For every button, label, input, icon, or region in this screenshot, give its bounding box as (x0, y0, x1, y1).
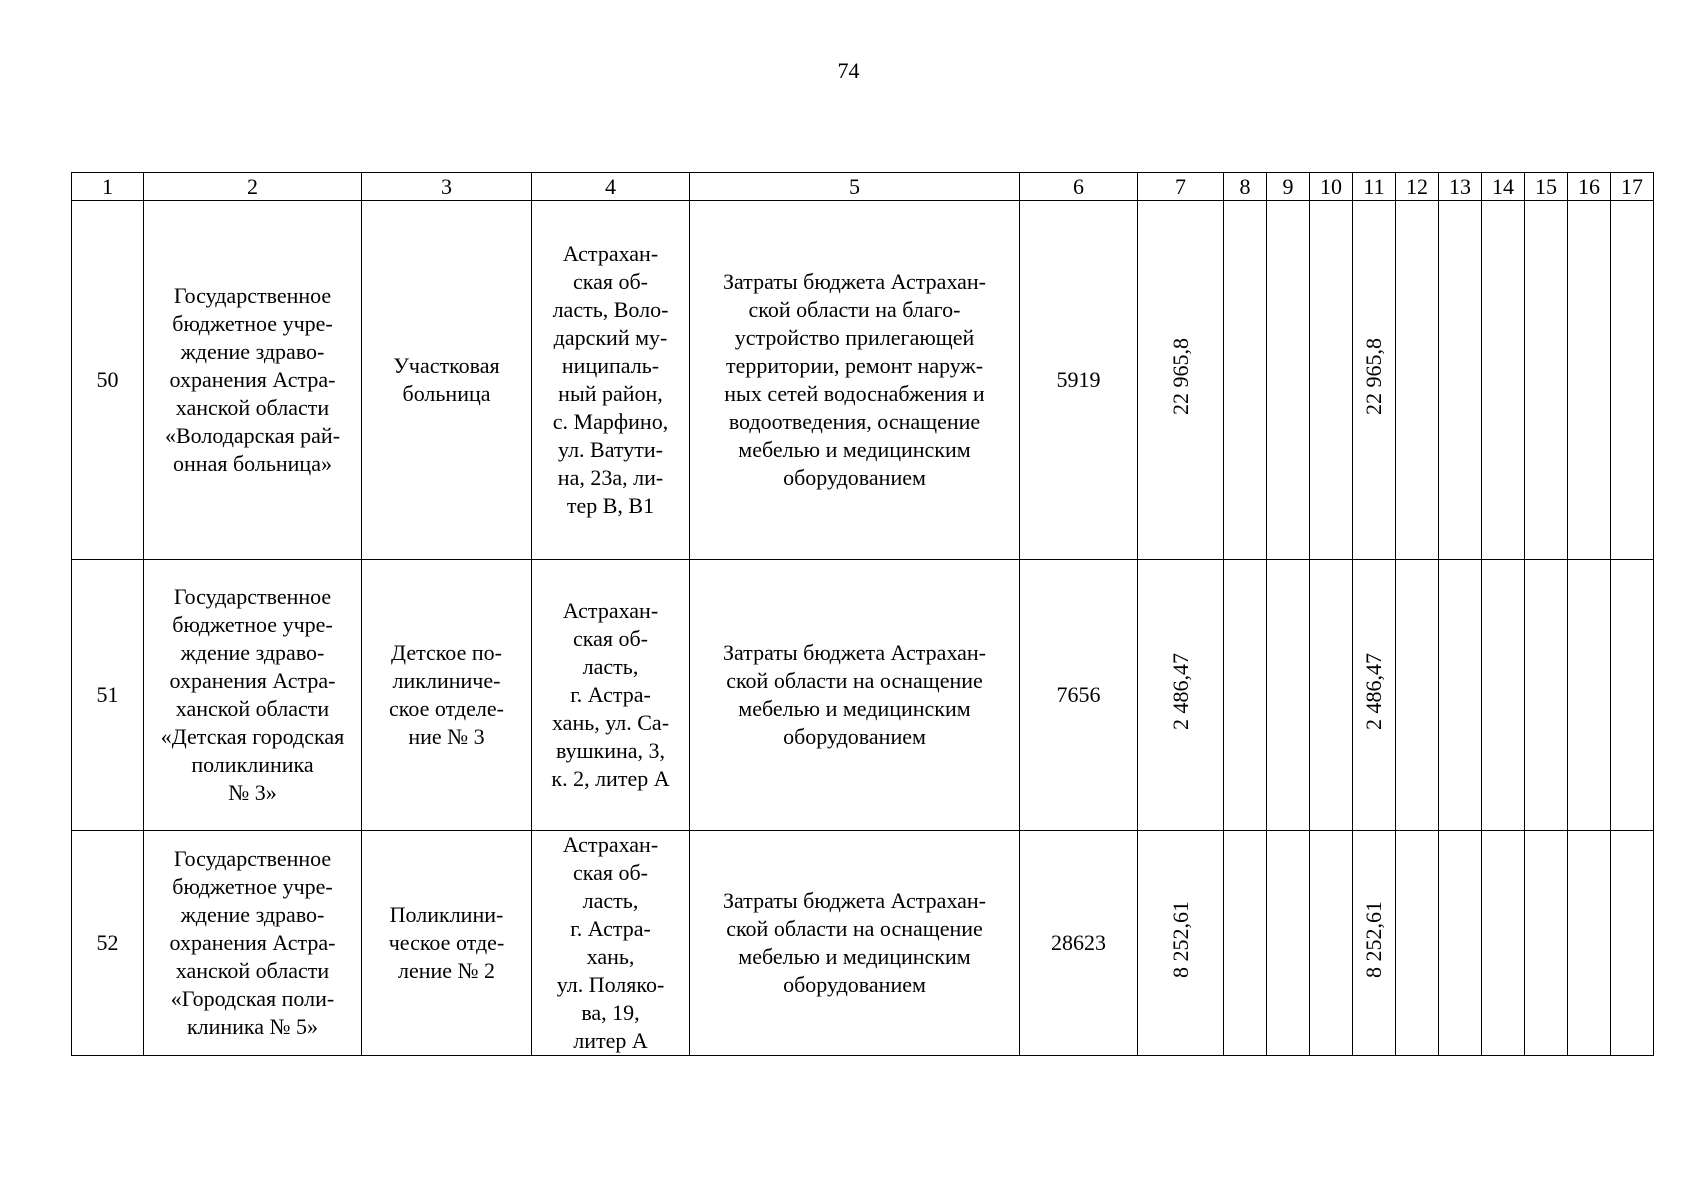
empty-cell (1482, 201, 1525, 560)
column-header: 16 (1568, 173, 1611, 201)
column-header: 2 (144, 173, 362, 201)
object-text: Детское по- ликлиниче- ское отделе- ние № 3 (389, 640, 504, 749)
empty-cell (1439, 831, 1482, 1056)
object-cell (362, 831, 532, 1056)
col6-value: 7656 (1020, 560, 1138, 831)
col7-value: 22 965,8 (1167, 338, 1193, 415)
empty-cell (1310, 831, 1353, 1056)
empty-cell (1310, 201, 1353, 560)
address-text: Астрахан- ская об- ласть, г. Астра- хань, ул. Са- вушкина, 3, к. 2, литер А (551, 598, 670, 791)
column-header: 5 (690, 173, 1020, 201)
description-text: Затраты бюджета Астрахан- ской области на оснащение мебелью и медицинским оборудованием (722, 888, 987, 997)
col11-cell (1353, 560, 1396, 831)
column-header: 17 (1611, 173, 1654, 201)
empty-cell (1525, 560, 1568, 831)
column-header: 11 (1353, 173, 1396, 201)
empty-cell (1267, 201, 1310, 560)
empty-cell (1439, 201, 1482, 560)
empty-cell (1525, 831, 1568, 1056)
col11-value: 22 965,8 (1361, 338, 1386, 415)
empty-cell (1396, 201, 1439, 560)
address-cell (532, 201, 690, 560)
col11-cell (1353, 831, 1396, 1056)
empty-cell (1439, 560, 1482, 831)
institution-text: Государственное бюджетное учре- ждение здраво- охранения Астра- ханской области «Городская поли- клиника № 5» (169, 846, 336, 1039)
table-row (72, 560, 1654, 831)
institution-text: Государственное бюджетное учре- ждение здраво- охранения Астра- ханской области «Детская городская поликлиника № 3» (160, 584, 345, 805)
column-header: 6 (1020, 173, 1138, 201)
col6-value: 28623 (1020, 831, 1138, 1056)
address-cell (532, 831, 690, 1056)
col11-cell (1353, 201, 1396, 560)
object-text: Участковая больница (393, 353, 500, 406)
empty-cell (1224, 201, 1267, 560)
empty-cell (1611, 201, 1654, 560)
object-cell (362, 560, 532, 831)
empty-cell (1396, 560, 1439, 831)
empty-cell (1482, 560, 1525, 831)
col11-value: 8 252,61 (1361, 901, 1386, 978)
description-text: Затраты бюджета Астрахан- ской области на оснащение мебелью и медицинским оборудованием (722, 640, 987, 749)
address-text: Астрахан- ская об- ласть, Воло- дарский му- ниципаль- ный район, с. Марфино, ул. Ватути- на, 23а, ли- тер В, В1 (552, 241, 669, 518)
row-number: 51 (72, 560, 144, 831)
empty-cell (1224, 831, 1267, 1056)
table-header-row (72, 173, 1654, 201)
column-header: 7 (1138, 173, 1224, 201)
object-text: Поликлини- ческое отде- ление № 2 (388, 902, 505, 983)
address-cell (532, 560, 690, 831)
column-header: 9 (1267, 173, 1310, 201)
empty-cell (1568, 201, 1611, 560)
object-cell (362, 201, 532, 560)
column-header: 12 (1396, 173, 1439, 201)
empty-cell (1525, 201, 1568, 560)
empty-cell (1396, 831, 1439, 1056)
empty-cell (1568, 560, 1611, 831)
empty-cell (1568, 831, 1611, 1056)
description-cell (690, 560, 1020, 831)
institution-cell (144, 201, 362, 560)
description-cell (690, 201, 1020, 560)
description-text: Затраты бюджета Астрахан- ской области на благо- устройство прилегающей территории, ремонт наруж- ных сетей водоснабжения и водоотведения, оснащение мебелью и медицинским оборудованием (722, 269, 987, 490)
col7-cell (1138, 831, 1224, 1056)
data-table (71, 172, 1654, 1056)
table-row (72, 831, 1654, 1056)
col11-value: 2 486,47 (1361, 653, 1386, 730)
column-header: 14 (1482, 173, 1525, 201)
col7-cell (1138, 201, 1224, 560)
institution-cell (144, 560, 362, 831)
row-number: 52 (72, 831, 144, 1056)
col6-value: 5919 (1020, 201, 1138, 560)
column-header: 10 (1310, 173, 1353, 201)
column-header: 13 (1439, 173, 1482, 201)
column-header: 1 (72, 173, 144, 201)
institution-text: Государственное бюджетное учре- ждение здраво- охранения Астра- ханской области «Володарская рай- онная больница» (164, 283, 341, 476)
table-row (72, 201, 1654, 560)
page-number: 74 (837, 58, 860, 83)
row-number: 50 (72, 201, 144, 560)
empty-cell (1482, 831, 1525, 1056)
column-header: 4 (532, 173, 690, 201)
col7-value: 8 252,61 (1167, 901, 1193, 978)
address-text: Астрахан- ская об- ласть, г. Астра- хань, ул. Поляко- ва, 19, литер А (556, 832, 665, 1053)
institution-cell (144, 831, 362, 1056)
column-header: 8 (1224, 173, 1267, 201)
empty-cell (1224, 560, 1267, 831)
column-header: 3 (362, 173, 532, 201)
col7-cell (1138, 560, 1224, 831)
empty-cell (1310, 560, 1353, 831)
empty-cell (1267, 560, 1310, 831)
empty-cell (1611, 831, 1654, 1056)
description-cell (690, 831, 1020, 1056)
empty-cell (1267, 831, 1310, 1056)
empty-cell (1611, 560, 1654, 831)
col7-value: 2 486,47 (1167, 653, 1193, 730)
column-header: 15 (1525, 173, 1568, 201)
